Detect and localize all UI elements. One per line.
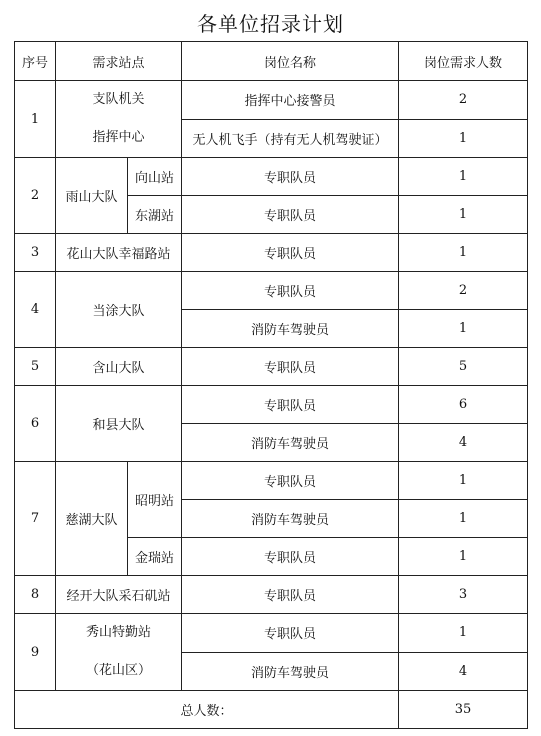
row-seq: 3 [15, 234, 56, 272]
header-count: 岗位需求人数 [399, 42, 528, 81]
row-position: 消防车驾驶员 [182, 500, 399, 538]
header-seq: 序号 [15, 42, 56, 81]
row-count: 1 [399, 614, 528, 653]
row-count: 2 [399, 81, 528, 120]
row-substation: 金瑞站 [128, 538, 182, 576]
row-unit: 经开大队采石矶站 [56, 576, 182, 614]
row-seq: 2 [15, 158, 56, 234]
table-row [15, 386, 528, 424]
unit-line1: 秀山特勤站 [86, 625, 152, 640]
page-title: 各单位招录计划 [197, 12, 344, 36]
row-count: 3 [399, 576, 528, 614]
row-unit [56, 614, 182, 691]
row-seq: 7 [15, 462, 56, 576]
row-position: 专职队员 [182, 538, 399, 576]
row-unit [56, 81, 182, 158]
row-seq: 8 [15, 576, 56, 614]
table-row [15, 614, 528, 653]
table-row [15, 576, 528, 614]
table-row [15, 462, 528, 500]
table-row [15, 81, 528, 120]
unit-line2: 指挥中心 [92, 130, 145, 145]
row-unit: 和县大队 [56, 386, 182, 462]
row-position: 专职队员 [182, 272, 399, 310]
total-label: 总人数： [15, 691, 399, 729]
table-row [15, 272, 528, 310]
row-seq: 5 [15, 348, 56, 386]
row-count: 1 [399, 119, 528, 158]
total-value: 35 [399, 691, 528, 729]
row-count: 1 [399, 196, 528, 234]
row-position: 专职队员 [182, 196, 399, 234]
total-row [15, 691, 528, 729]
table-row [15, 234, 528, 272]
row-position: 专职队员 [182, 234, 399, 272]
row-position: 专职队员 [182, 576, 399, 614]
row-count: 1 [399, 462, 528, 500]
row-count: 2 [399, 272, 528, 310]
row-count: 5 [399, 348, 528, 386]
row-seq: 1 [15, 81, 56, 158]
row-position: 消防车驾驶员 [182, 652, 399, 691]
unit-line2: （花山区） [86, 663, 152, 678]
row-position: 专职队员 [182, 158, 399, 196]
unit-line1: 支队机关 [92, 92, 145, 107]
row-count: 1 [399, 310, 528, 348]
row-unit: 当涂大队 [56, 272, 182, 348]
header-position: 岗位名称 [182, 42, 399, 81]
table-row [15, 348, 528, 386]
row-unit: 雨山大队 [56, 158, 128, 234]
row-count: 1 [399, 158, 528, 196]
table-header-row [15, 42, 528, 81]
row-seq: 9 [15, 614, 56, 691]
row-count: 1 [399, 234, 528, 272]
header-station: 需求站点 [56, 42, 182, 81]
row-position: 专职队员 [182, 386, 399, 424]
row-unit: 花山大队幸福路站 [56, 234, 182, 272]
row-count: 6 [399, 386, 528, 424]
row-seq: 6 [15, 386, 56, 462]
row-count: 4 [399, 424, 528, 462]
row-count: 1 [399, 500, 528, 538]
row-substation: 东湖站 [128, 196, 182, 234]
row-position: 指挥中心接警员 [182, 81, 399, 120]
row-position: 消防车驾驶员 [182, 424, 399, 462]
row-position: 消防车驾驶员 [182, 310, 399, 348]
row-position: 无人机飞手（持有无人机驾驶证） [182, 119, 399, 158]
row-position: 专职队员 [182, 348, 399, 386]
row-unit: 慈湖大队 [56, 462, 128, 576]
row-count: 4 [399, 652, 528, 691]
row-position: 专职队员 [182, 614, 399, 653]
row-count: 1 [399, 538, 528, 576]
recruitment-table [14, 41, 528, 729]
row-substation: 昭明站 [128, 462, 182, 538]
row-unit: 含山大队 [56, 348, 182, 386]
row-substation: 向山站 [128, 158, 182, 196]
table-row [15, 158, 528, 196]
row-position: 专职队员 [182, 462, 399, 500]
row-seq: 4 [15, 272, 56, 348]
